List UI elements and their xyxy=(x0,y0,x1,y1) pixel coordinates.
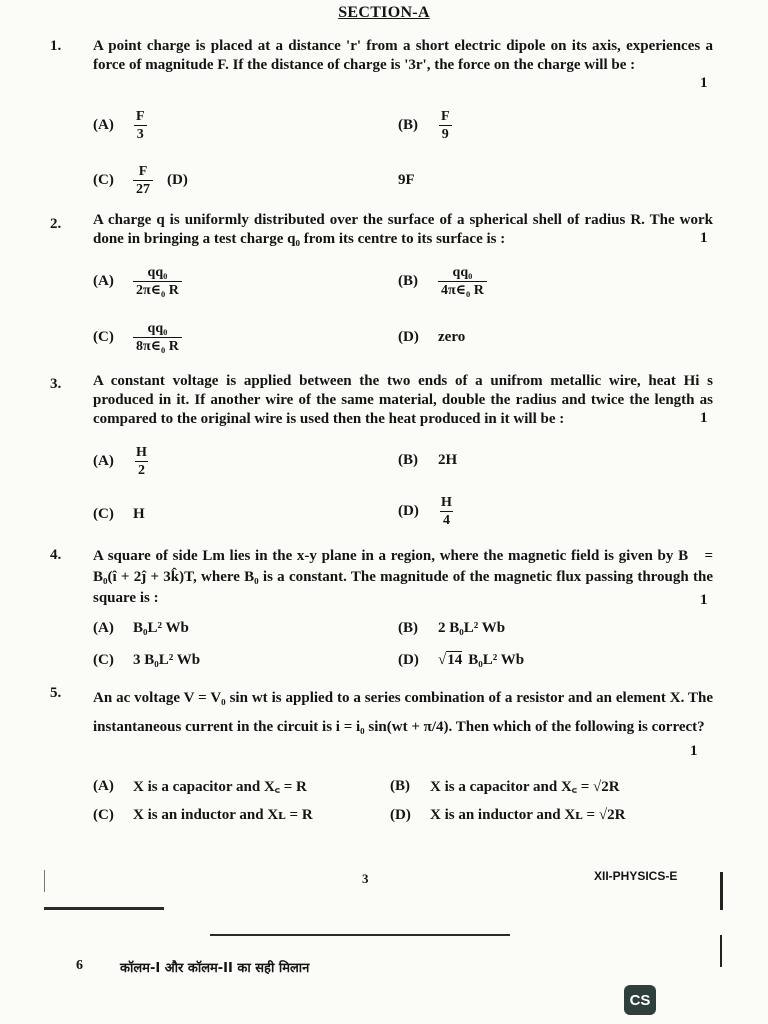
page-edge-line xyxy=(44,907,164,910)
question-1-number: 1. xyxy=(50,38,62,54)
question-4-option-a: (A) B₀L² Wb xyxy=(93,620,189,636)
paper-code: XII-PHYSICS-E xyxy=(594,869,678,883)
page-edge-mark-left xyxy=(44,870,45,892)
next-page-edge-mark xyxy=(720,935,722,967)
question-4-number: 4. xyxy=(50,547,62,563)
question-2-text: A charge q is uniformly distributed over the surface of a spherical shell of radius R. The work done in bringing a test charge q₀ from its centre to its surface is : xyxy=(93,212,713,247)
question-5-option-d: (D) X is an inductor and Xʟ = √2R xyxy=(390,807,626,823)
question-5-option-b: (B) X is a capacitor and X꜀ = √2R xyxy=(390,777,620,795)
question-1-marks: 1 xyxy=(700,75,708,91)
section-title: SECTION-A xyxy=(338,4,430,21)
question-5-number: 5. xyxy=(50,685,62,701)
page-number: 3 xyxy=(362,871,369,886)
question-3-text: A constant voltage is applied between the two ends of a unifrom metallic wire, heat Hi s produced in it. If another wire of the same material, double the radius and twice the length as compared to the original wire is used then the heat produced in it will be : xyxy=(93,373,713,427)
question-3-option-d: (D) $\frac{H}{4}$ xyxy=(398,494,455,529)
current-expression: i = i₀ sin(wt + π/4) xyxy=(335,719,449,735)
question-5-text: An ac voltage V = V₀ sin wt is applied to a series combination of a resistor and an element X. The instantaneous current in the circuit is i = i₀ sin(wt + π/4). Then which of the following is correct? xyxy=(93,690,714,735)
question-4-marks: 1 xyxy=(700,592,708,608)
fraction: $\frac{F}{9}$ xyxy=(438,108,453,143)
question-1-option-c: (C) $\frac{F}{27}$ (D) xyxy=(93,164,188,197)
question-1-option-a: (A) $\frac{F}{3}$ xyxy=(93,108,148,143)
camscanner-logo: CS xyxy=(624,985,656,1015)
question-1-option-b: (B) $\frac{F}{9}$ xyxy=(398,108,453,143)
question-2-option-d: (D) zero xyxy=(398,329,466,345)
fraction: $\frac{\text{qq₀}}{\text{8π∈₀ R}}$ xyxy=(133,320,182,355)
question-3-option-b: (B) 2H xyxy=(398,452,458,468)
question-1-option-d-value: 9F xyxy=(398,172,415,188)
fraction: $\frac{F}{3}$ xyxy=(133,108,148,143)
fraction: $\frac{\text{qq₀}}{\text{4π∈₀ R}}$ xyxy=(438,264,487,299)
next-page-text: कॉलम-I और कॉलम-II का सही मिलान xyxy=(120,961,310,976)
square-root: 14 xyxy=(447,652,463,668)
question-4-text: A square of side Lm lies in the x-y plane in a region, where the magnetic field is given by B⃗ = B₀(î + 2ĵ + 3k̂)T, where B₀ is a constant. The magnitude of the magnetic flux passing through the square is : xyxy=(93,548,714,606)
question-3-number: 3. xyxy=(50,376,62,392)
fraction: $\frac{H}{2}$ xyxy=(136,445,147,478)
question-2-option-a: (A) $\frac{\text{qq₀}}{\text{2π∈₀ R}}$ xyxy=(93,264,182,299)
fraction: $\frac{\text{qq₀}}{\text{2π∈₀ R}}$ xyxy=(133,264,182,299)
fraction: $\frac{H}{4}$ xyxy=(441,495,452,528)
next-page-rule xyxy=(210,934,510,936)
fraction: $\frac{F}{27}$ xyxy=(133,163,153,198)
next-page-question-number: 6 xyxy=(76,958,83,973)
question-5-marks: 1 xyxy=(690,743,698,759)
question-5-option-a: (A) X is a capacitor and X꜀ = R xyxy=(93,777,307,795)
question-2-option-b: (B) $\frac{\text{qq₀}}{\text{4π∈₀ R}}$ xyxy=(398,264,487,299)
question-5-option-c: (C) X is an inductor and Xʟ = R xyxy=(93,807,313,823)
question-2-option-c: (C) $\frac{\text{qq₀}}{\text{8π∈₀ R}}$ xyxy=(93,320,182,355)
question-2-number: 2. xyxy=(50,216,62,232)
question-1-text: A point charge is placed at a distance 'r' from a short electric dipole on its axis, experiences a force of magnitude F. If the distance of charge is '3r', the force on the charge will be : xyxy=(93,38,713,73)
question-4-option-c: (C) 3 B₀L² Wb xyxy=(93,652,201,668)
question-4-option-d: (D) √14 B₀L² Wb xyxy=(398,652,525,668)
question-3-marks: 1 xyxy=(700,410,708,426)
question-3-option-c: (C) H xyxy=(93,506,145,522)
question-2-marks: 1 xyxy=(700,230,708,246)
page-edge-mark xyxy=(720,872,723,910)
question-3-option-a: (A) $\frac{H}{2}$ xyxy=(93,444,150,479)
question-4-option-b: (B) 2 B₀L² Wb xyxy=(398,620,506,636)
magnetic-field-expression: B⃗ = B₀(î + 2ĵ + 3k̂)T xyxy=(93,548,714,585)
